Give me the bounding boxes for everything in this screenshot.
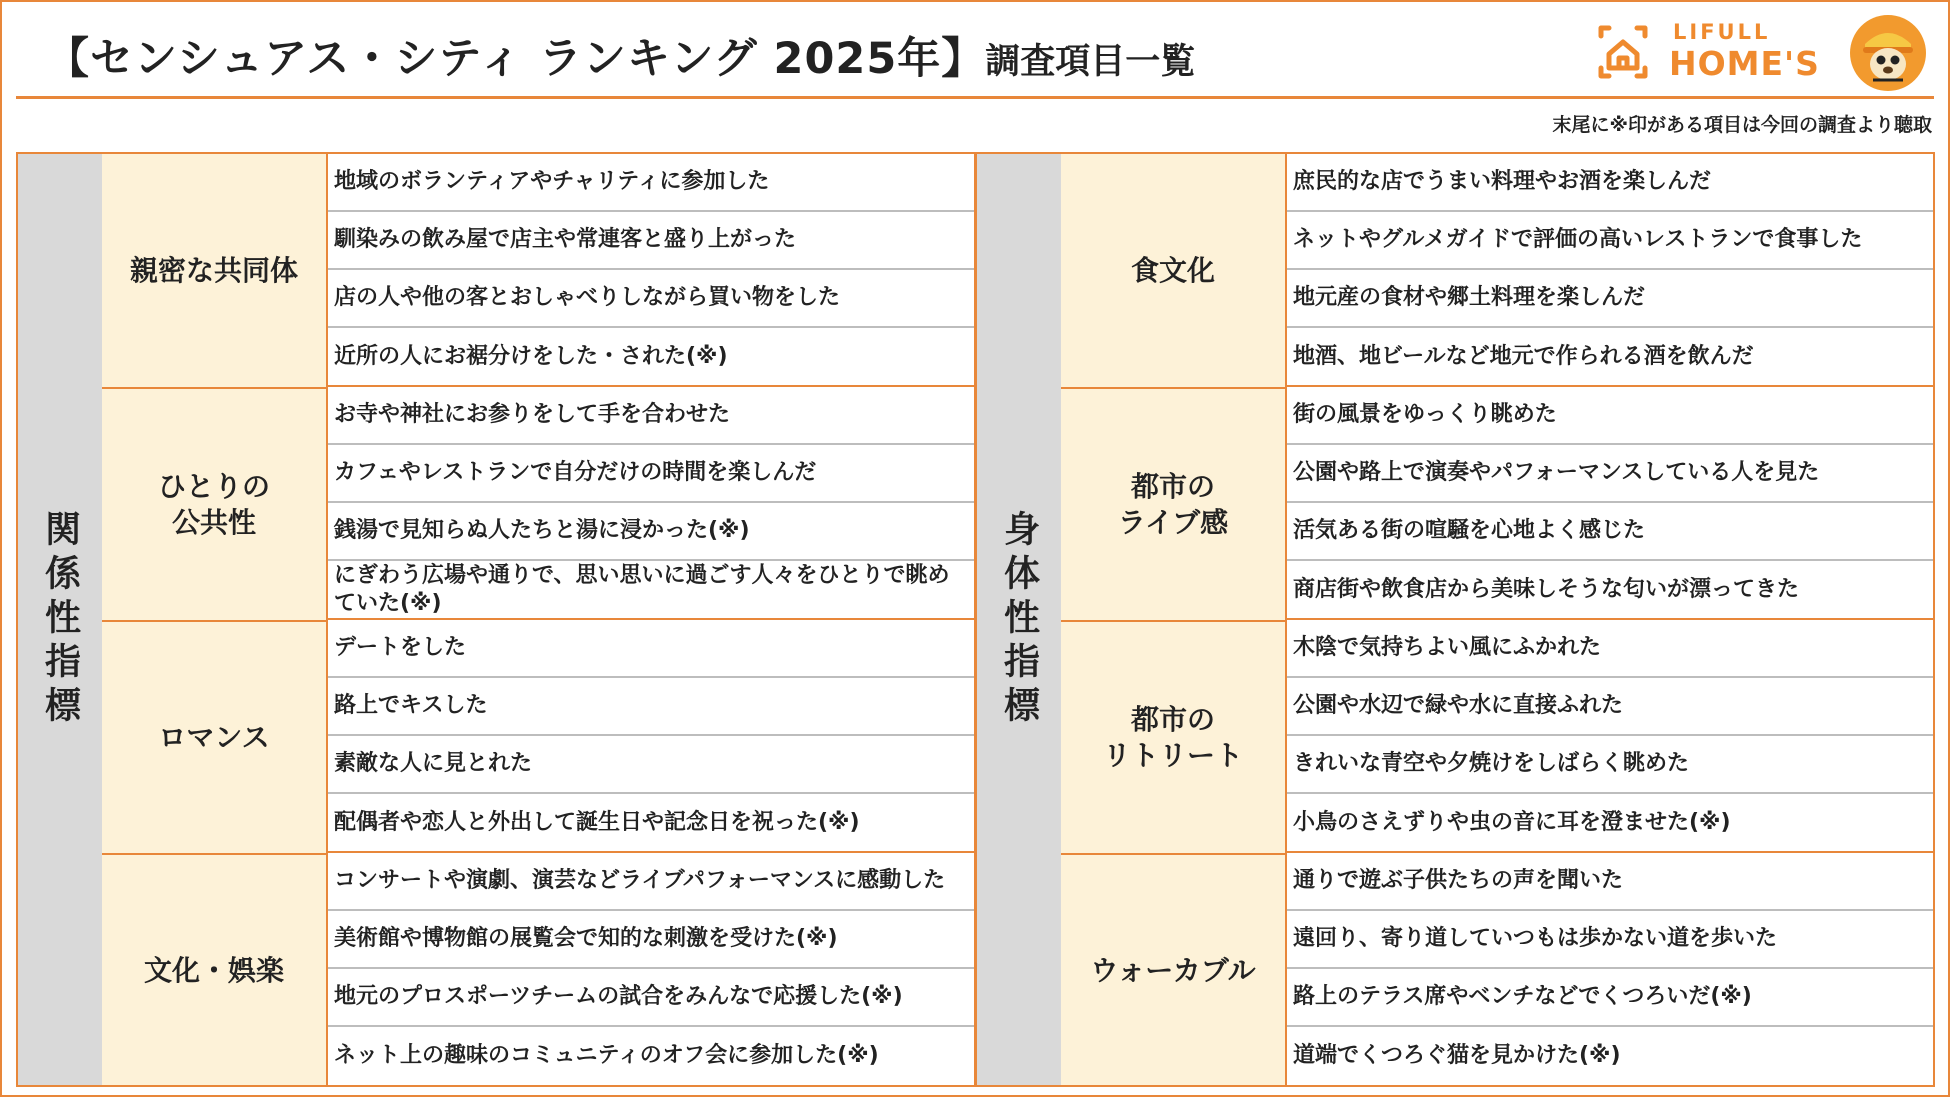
- survey-item: 道端でくつろぐ猫を見かけた(※): [1293, 1043, 1621, 1068]
- category-label: ウォーカブル: [1090, 953, 1256, 987]
- logo-lifull-text: LIFULL: [1673, 20, 1771, 44]
- house-icon: [1595, 24, 1651, 80]
- survey-item: 銭湯で見知らぬ人たちと湯に浸かった(※): [328, 503, 974, 561]
- survey-item: 配偶者や恋人と外出して誕生日や記念日を祝った(※): [328, 794, 974, 853]
- survey-item: 地元のプロスポーツチームの試合をみんなで応援した(※): [328, 969, 974, 1027]
- footnote-note: 末尾に※印がある項目は今回の調査より聴取: [1552, 114, 1932, 136]
- category-cell: [1061, 154, 1285, 387]
- brand-logo: [1595, 14, 1935, 90]
- survey-item: ネットやグルメガイドで評価の高いレストランで食事した: [1287, 212, 1933, 270]
- category-label: 都市の リトリート: [1102, 702, 1243, 772]
- category-column: [1061, 154, 1285, 1085]
- panel-physicality: [975, 152, 1935, 1087]
- category-label: 都市の ライブ感: [1117, 469, 1229, 539]
- category-cell: [1061, 387, 1285, 620]
- items-column: [1285, 154, 1933, 1085]
- survey-item: きれいな青空や夕焼けをしばらく眺めた: [1287, 736, 1933, 794]
- survey-item: にぎわう広場や通りで、思い思いに過ごす人々をひとりで眺めていた(※): [328, 561, 974, 620]
- survey-item: お寺や神社にお参りをして手を合わせた: [328, 387, 974, 445]
- category-label: 食文化: [1130, 253, 1215, 287]
- category-label: 親密な共同体: [129, 253, 298, 287]
- survey-item: 商店街や飲食店から美味しそうな匂いが漂ってきた: [1287, 561, 1933, 620]
- survey-item: 木陰で気持ちよい風にふかれた: [1287, 620, 1933, 678]
- survey-item: コンサートや演劇、演芸などライブパフォーマンスに感動した: [328, 853, 974, 911]
- survey-item: 近所の人にお裾分けをした・された(※): [328, 328, 974, 387]
- survey-item: 素敵な人に見とれた: [328, 736, 974, 794]
- survey-item: 店の人や他の客とおしゃべりしながら買い物をした: [328, 270, 974, 328]
- category-cell: [1061, 620, 1285, 853]
- title-sub: 調査項目一覧: [985, 42, 1196, 82]
- category-cell: [1061, 853, 1285, 1086]
- survey-item: 路上のテラス席やベンチなどでくつろいだ(※): [1287, 969, 1933, 1027]
- index-column: [977, 154, 1061, 1085]
- survey-item: 美術館や博物館の展覧会で知的な刺激を受けた(※): [328, 911, 974, 969]
- category-cell: [102, 620, 326, 853]
- mascot-icon: [1849, 14, 1927, 92]
- survey-item: 街の風景をゆっくり眺めた: [1287, 387, 1933, 445]
- survey-item: 地域のボランティアやチャリティに参加した: [328, 154, 974, 212]
- survey-item: 馴染みの飲み屋で店主や常連客と盛り上がった: [328, 212, 974, 270]
- survey-item: 通りで遊ぶ子供たちの声を聞いた: [1287, 853, 1933, 911]
- header-divider: [16, 96, 1934, 99]
- index-label: 関係性指標: [39, 509, 81, 730]
- survey-item: 路上でキスした: [328, 678, 974, 736]
- survey-item: カフェやレストランで自分だけの時間を楽しんだ: [328, 445, 974, 503]
- survey-item: 地元産の食材や郷土料理を楽しんだ: [1287, 270, 1933, 328]
- category-label: ひとりの 公共性: [157, 469, 270, 539]
- survey-item: 小鳥のさえずりや虫の音に耳を澄ませた(※): [1287, 794, 1933, 853]
- index-column: [18, 154, 102, 1085]
- category-cell: [102, 387, 326, 620]
- survey-item: 公園や水辺で緑や水に直接ふれた: [1287, 678, 1933, 736]
- category-column: [102, 154, 326, 1085]
- survey-item: 地酒、地ビールなど地元で作られる酒を飲んだ: [1287, 328, 1933, 387]
- index-label: 身体性指標: [998, 509, 1040, 730]
- survey-item: 公園や路上で演奏やパフォーマンスしている人を見た: [1287, 445, 1933, 503]
- page-title: [46, 26, 1195, 92]
- panel-relationship: [16, 152, 976, 1087]
- survey-item: 活気ある街の喧騒を心地よく感じた: [1287, 503, 1933, 561]
- survey-item: デートをした: [328, 620, 974, 678]
- title-main: 【センシュアス・シティ ランキング 2025年】: [46, 34, 986, 84]
- logo-homes-text: HOME'S: [1669, 44, 1820, 83]
- survey-item: ネット上の趣味のコミュニティのオフ会に参加した(※): [334, 1043, 879, 1068]
- category-label: ロマンス: [158, 720, 270, 754]
- category-cell: [102, 853, 326, 1086]
- category-cell: [102, 154, 326, 387]
- items-column: [326, 154, 974, 1085]
- survey-item: 庶民的な店でうまい料理やお酒を楽しんだ: [1287, 154, 1933, 212]
- category-label: 文化・娯楽: [143, 953, 284, 987]
- survey-item: 遠回り、寄り道していつもは歩かない道を歩いた: [1287, 911, 1933, 969]
